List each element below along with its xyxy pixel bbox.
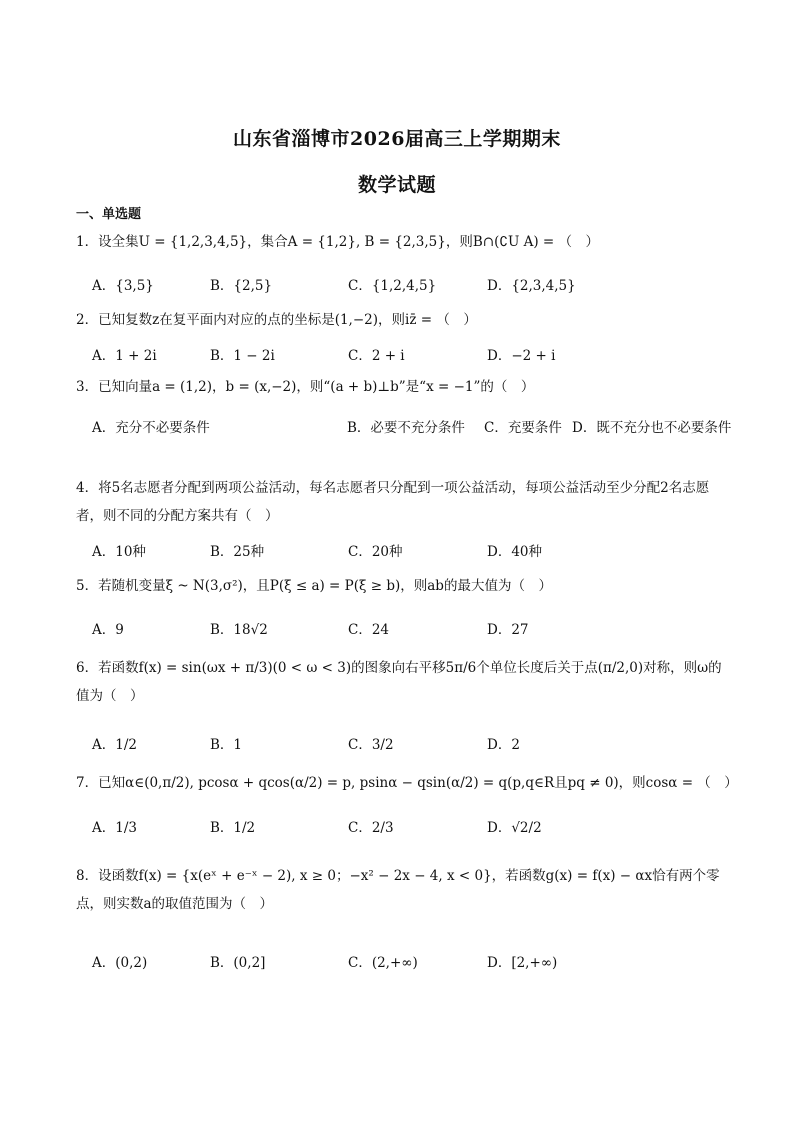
- question-6: 6．若函数f(x) = sin(ωx + π/3)(0 < ω < 3)的图象向右平移5π/6个单位长度后关于点(π/2,0)对称，则ω的值为（ ）: [76, 660, 722, 704]
- option-d: D．−2 + i: [487, 348, 556, 364]
- option-c: C．2/3: [348, 820, 394, 836]
- option-d: D．既不充分也不必要条件: [572, 420, 732, 436]
- option-b: B．1 − 2i: [210, 348, 275, 364]
- option-d: D．40种: [487, 544, 543, 560]
- option-d: D．√2/2: [487, 820, 542, 836]
- option-c: C．{1,2,4,5}: [348, 278, 437, 294]
- option-b: B．18√2: [210, 622, 268, 638]
- option-b: B．25种: [210, 544, 265, 560]
- option-d: D．[2,+∞): [487, 955, 558, 971]
- option-a: A．{3,5}: [92, 278, 154, 294]
- option-b: B．1: [210, 737, 243, 753]
- option-c: C．20种: [348, 544, 403, 560]
- question-2: 2．已知复数z在复平面内对应的点的坐标是(1,−2)，则iz̄ = （ ）: [76, 312, 477, 328]
- option-c: C．充要条件: [484, 420, 562, 436]
- option-d: D．27: [487, 622, 529, 638]
- page-title: 山东省淄博市2026届高三上学期期末: [233, 128, 561, 150]
- option-a: A．充分不必要条件: [92, 420, 210, 436]
- option-a: A．1 + 2i: [92, 348, 157, 364]
- option-a: A．1/3: [92, 820, 137, 836]
- option-b: B．1/2: [210, 820, 256, 836]
- option-a: A．9: [92, 622, 124, 638]
- section-heading: 一、单选题: [76, 207, 142, 222]
- option-c: C．2 + i: [348, 348, 405, 364]
- question-1: 1．设全集U = {1,2,3,4,5}，集合A = {1,2}, B = {2,3,5}，则B∩(∁U A) = （ ）: [76, 234, 600, 250]
- option-c: C．3/2: [348, 737, 394, 753]
- option-b: B．必要不充分条件: [347, 420, 465, 436]
- question-8: 8．设函数f(x) = {x(eˣ + e⁻ˣ − 2), x ≥ 0；−x² − 2x − 4, x < 0}，若函数g(x) = f(x) − αx恰有两个零点，则实数a的取值范围为（ ）: [76, 868, 720, 912]
- question-3: 3．已知向量a = (1,2)，b = (x,−2)，则“(a + b)⊥b”是“x = −1”的（ ）: [76, 379, 535, 395]
- option-a: A．(0,2): [92, 955, 148, 971]
- options-3: [92, 416, 732, 438]
- option-a: A．1/2: [92, 737, 137, 753]
- question-4: 4．将5名志愿者分配到两项公益活动，每名志愿者只分配到一项公益活动，每项公益活动至少分配2名志愿者，则不同的分配方案共有（ ）: [76, 480, 710, 524]
- question-7: 7．已知α∈(0,π/2), pcosα + qcos(α/2) = p, psinα − qsin(α/2) = q(p,q∈R且pq ≠ 0)，则cosα = （ ）: [76, 775, 738, 791]
- option-b: B．{2,5}: [210, 278, 273, 294]
- option-c: C．(2,+∞): [348, 955, 418, 971]
- option-d: D．{2,3,4,5}: [487, 278, 576, 294]
- option-d: D．2: [487, 737, 520, 753]
- question-5: 5．若随机变量ξ ~ N(3,σ²)，且P(ξ ≤ a) = P(ξ ≥ b)，则ab的最大值为（ ）: [76, 578, 552, 594]
- option-b: B．(0,2]: [210, 955, 266, 971]
- option-a: A．10种: [92, 544, 146, 560]
- option-c: C．24: [348, 622, 390, 638]
- page-subtitle: 数学试题: [357, 174, 436, 196]
